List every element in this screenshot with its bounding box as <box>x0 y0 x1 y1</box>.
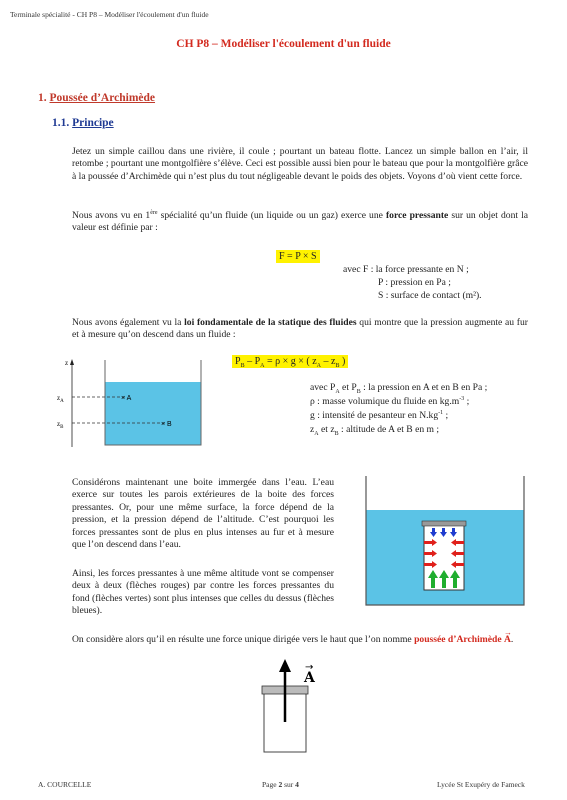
section-heading-1-1: 1.1. Principe <box>52 117 114 129</box>
svg-text:→: → <box>305 662 314 673</box>
vector-a-inline: → A <box>503 628 512 645</box>
statics-paragraph: Nous avons également vu la loi fondamentale de la statique des fluides qui montre que la pression augmente au fur et à mesure qu’on descend dans un fluide : <box>72 317 528 341</box>
point-b: × B <box>161 421 172 428</box>
page-title: CH P8 – Modéliser l'écoulement d'un fluide <box>176 38 391 50</box>
footer-school: Lycée St Exupéry de Fameck <box>437 780 525 789</box>
archimedes-paragraph: On considère alors qu’il en résulte une force unique dirigée vers le haut que l’on nomme poussée d’Archimède → A. <box>72 628 514 645</box>
archimedes-vector-diagram <box>258 656 328 756</box>
running-header: Terminale spécialité - CH P8 – Modéliser l'écoulement d'un fluide <box>10 10 209 19</box>
statics-definition-3: g : intensité de pesanteur en $N.kg^{-1}$ ; <box>310 409 449 421</box>
statics-definition-1: avec $P_A$ et $P_B$ : la pression en A et en B en Pa ; <box>310 382 488 395</box>
force-definition-1: avec F : la force pressante en N ; <box>343 264 469 275</box>
immersed-box-paragraph: Considérons maintenant une boite immergée dans l’eau. L’eau exerce sur toutes les parois extérieures de la boite des forces pressantes. Or, pour une même surface, la force dépend de la pression, et la pression dépend de l’altitude. C’est pourquoi les forces pressantes sont de plus en plus intenses au fur et à mesure que l’on descend dans l’eau. <box>72 477 334 551</box>
pressure-paragraph: Nous avons vu en 1ère spécialité qu’un fluide (un liquide ou un gaz) exerce une force pressante sur un objet dont la valeur est définie par : <box>72 209 528 234</box>
zb-label: $z_B$ <box>57 420 64 430</box>
section-heading-1: 1. Poussée d’Archimède <box>38 92 156 104</box>
beaker-diagram <box>55 355 205 450</box>
force-definition-3: S : surface de contact (m²). <box>378 290 482 301</box>
statics-definition-2: ρ : masse volumique du fluide en $kg.m^{-3}$ ; <box>310 395 470 407</box>
water-fill <box>105 382 201 445</box>
bottom-force-arrows <box>428 570 460 588</box>
statics-definition-4: $z_A$ et $z_B$ : altitude de A et B en m ; <box>310 424 440 437</box>
intro-paragraph: Jetez un simple caillou dans une rivière, il coule ; pourtant un bateau flotte. Lancez un simple ballon en l’air, il retombe ; pourtant une montgolfière s’élève. Ceci est possible aussi bien pour le bateau que pour la montgolfière grâce à la poussée d’Archimède qui n’est plus du tout négligeable devant le poids des objets. Voyons d’où vient cette force. <box>72 146 528 182</box>
z-label: z <box>65 359 69 367</box>
force-definition-2: P : pression en Pa ; <box>378 277 451 288</box>
force-formula: F = P × S <box>276 250 320 263</box>
statics-formula: $P_B - P_A = \rho \times g$ × ( $z_A - z_B$ ) <box>232 355 348 368</box>
top-force-arrows <box>430 528 457 537</box>
compensation-paragraph: Ainsi, les forces pressantes à une même altitude vont se compenser deux à deux (flèches rouges) par contre les forces pressantes du fond (flèches vertes) sont plus intenses que celles du dessus (flèches bleues). <box>72 568 334 617</box>
vector-a-label: A <box>304 670 315 686</box>
footer-page: Page 2 sur 4 <box>262 780 299 789</box>
footer-author: A. COURCELLE <box>38 780 92 789</box>
immersed-box-diagram <box>362 474 528 608</box>
point-a: × A <box>121 395 132 402</box>
za-label: $z_A$ <box>57 394 64 404</box>
